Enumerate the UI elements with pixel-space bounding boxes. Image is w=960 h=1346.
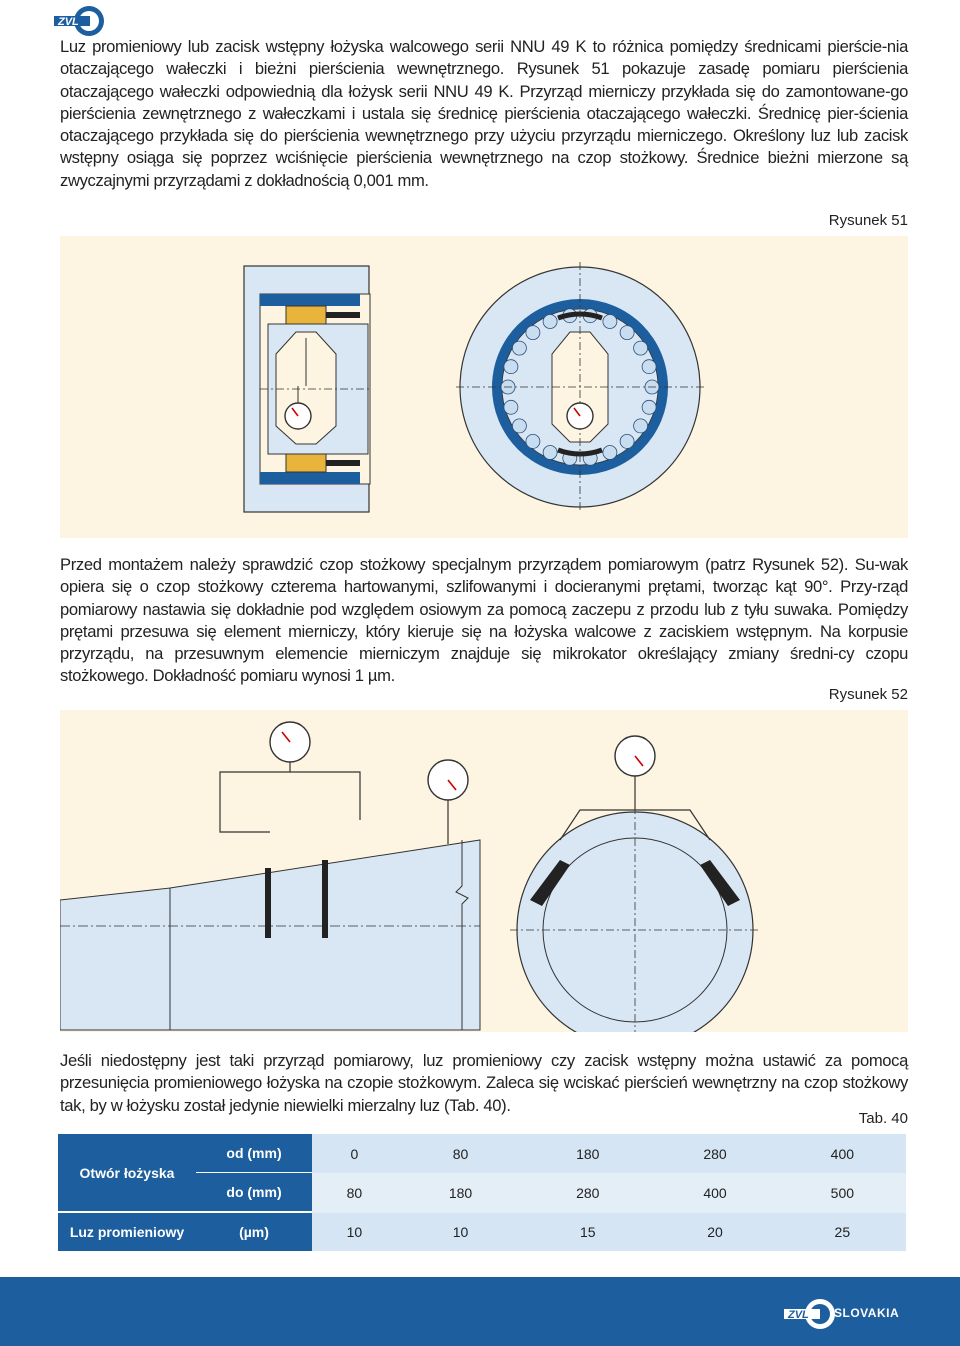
roller (526, 326, 540, 340)
roller (543, 315, 557, 329)
table-cell: 180 (397, 1173, 524, 1213)
roller (620, 434, 634, 448)
figure-51-caption: Rysunek 51 (828, 212, 908, 229)
bearing-section-drawing (244, 266, 370, 512)
unit-label: (µm) (196, 1213, 312, 1251)
adjustment-paragraph: Jeśli niedostępny jest taki przyrząd pomiarowy, luz promieniowy czy zacisk wstępny można ustawić za pomocą przesunięcia promieniowego łożyska na czopie stożkowym. Zaleca się wciskać pierścień wewnętrzny na czop stożkowy tak, by w łożysku został jedynie niewielki mierzalny luz (Tab. 40). (60, 1051, 908, 1115)
footer-bar (0, 1277, 960, 1346)
bore-header: Otwór łożyska (58, 1134, 196, 1213)
table-40-caption: Tab. 40 (858, 1110, 908, 1127)
roller (620, 326, 634, 340)
country-label: SLOVAKIA (834, 1306, 900, 1320)
table-cell: 25 (779, 1213, 906, 1251)
figure-51 (60, 236, 908, 538)
table-cell: 500 (779, 1173, 906, 1213)
bearing-front-view-drawing (456, 262, 704, 512)
zvl-logo (52, 4, 106, 38)
figure-52 (60, 710, 908, 1032)
table-row (58, 1213, 906, 1251)
roller (504, 360, 518, 374)
table-cell: 400 (779, 1134, 906, 1173)
roller (512, 341, 526, 355)
measurement-paragraph: Przed montażem należy sprawdzić czop stożkowy specjalnym przyrządem pomiarowym (patrz Rysunek 52). Su-wak opiera się o czop stożkowy czterema hartowanymi, szlifowanymi i docieranymi prętami, tworząc kąt 90°. Przy-rząd pomiarowy nastawia się dokładnie pod względem osiowym za pomocą zaczepu z przodu lub z tyłu suwaka. Pomiędzy prętami przesuwa się element mierniczy, który kieruje się na łożyska walcowe z zaciskiem wstępnym. Na korpusie przyrządu, na przesuwnym elemencie mierniczym znajduje się mikrokator określający zmiany średni-cy czopu stożkowego. Dokładność pomiaru wynosi 1 µm. (60, 555, 908, 686)
roller (504, 400, 518, 414)
clearance-table (58, 1134, 906, 1251)
roller (634, 341, 648, 355)
roller (526, 434, 540, 448)
journal-end-view-drawing (510, 736, 760, 1032)
roller (543, 446, 557, 460)
to-label: do (mm) (196, 1173, 312, 1213)
roller (642, 400, 656, 414)
roller (512, 419, 526, 433)
roller (642, 360, 656, 374)
table-cell: 80 (312, 1173, 397, 1213)
table-cell: 0 (312, 1134, 397, 1173)
tapered-journal-drawing (60, 722, 480, 1030)
table-cell: 10 (312, 1213, 397, 1251)
roller (603, 446, 617, 460)
figure-52-caption: Rysunek 52 (828, 686, 908, 703)
table-cell: 20 (651, 1213, 778, 1251)
logo-text: ZVL (58, 16, 79, 28)
intro-paragraph: Luz promieniowy lub zacisk wstępny łożyska walcowego serii NNU 49 K to różnica pomiędzy średnicami pierście-nia otaczającego wałeczki i bieżni pierścienia wewnętrznego. Rysunek 51 pokazuje zasadę pomiaru pierścienia otaczającego wałeczki odpowiednią dla łożysk serii NNU 49 K. Przyrząd mierniczy przykłada się do zamontowane-go pierścienia zewnętrznego z wałeczkami i ustala się średnicę pierścienia otaczającego wałeczki. Średnicę pier-ścienia otaczającego przykłada się do pierścienia wewnętrznego przy użyciu przyrządu mierniczego. Określony luz lub zacisk wstępny osiąga się poprzez wciśnięcie pierścienia wewnętrznego na czop stożkowy. Średnice bieżni mierzone są zwyczajnymi przyrządami z dokładnością 0,001 mm. (60, 37, 908, 190)
table-cell: 400 (651, 1173, 778, 1213)
footer-logo-text: ZVL (788, 1309, 809, 1321)
table-cell: 15 (524, 1213, 651, 1251)
table-row (58, 1134, 906, 1173)
table-cell: 10 (397, 1213, 524, 1251)
roller (634, 419, 648, 433)
table-cell: 280 (524, 1173, 651, 1213)
roller (603, 315, 617, 329)
table-cell: 80 (397, 1134, 524, 1173)
zvl-slovakia-logo (782, 1297, 912, 1331)
table-cell: 180 (524, 1134, 651, 1173)
from-label: od (mm) (196, 1134, 312, 1173)
clearance-header: Luz promieniowy (58, 1213, 196, 1251)
table-cell: 280 (651, 1134, 778, 1173)
